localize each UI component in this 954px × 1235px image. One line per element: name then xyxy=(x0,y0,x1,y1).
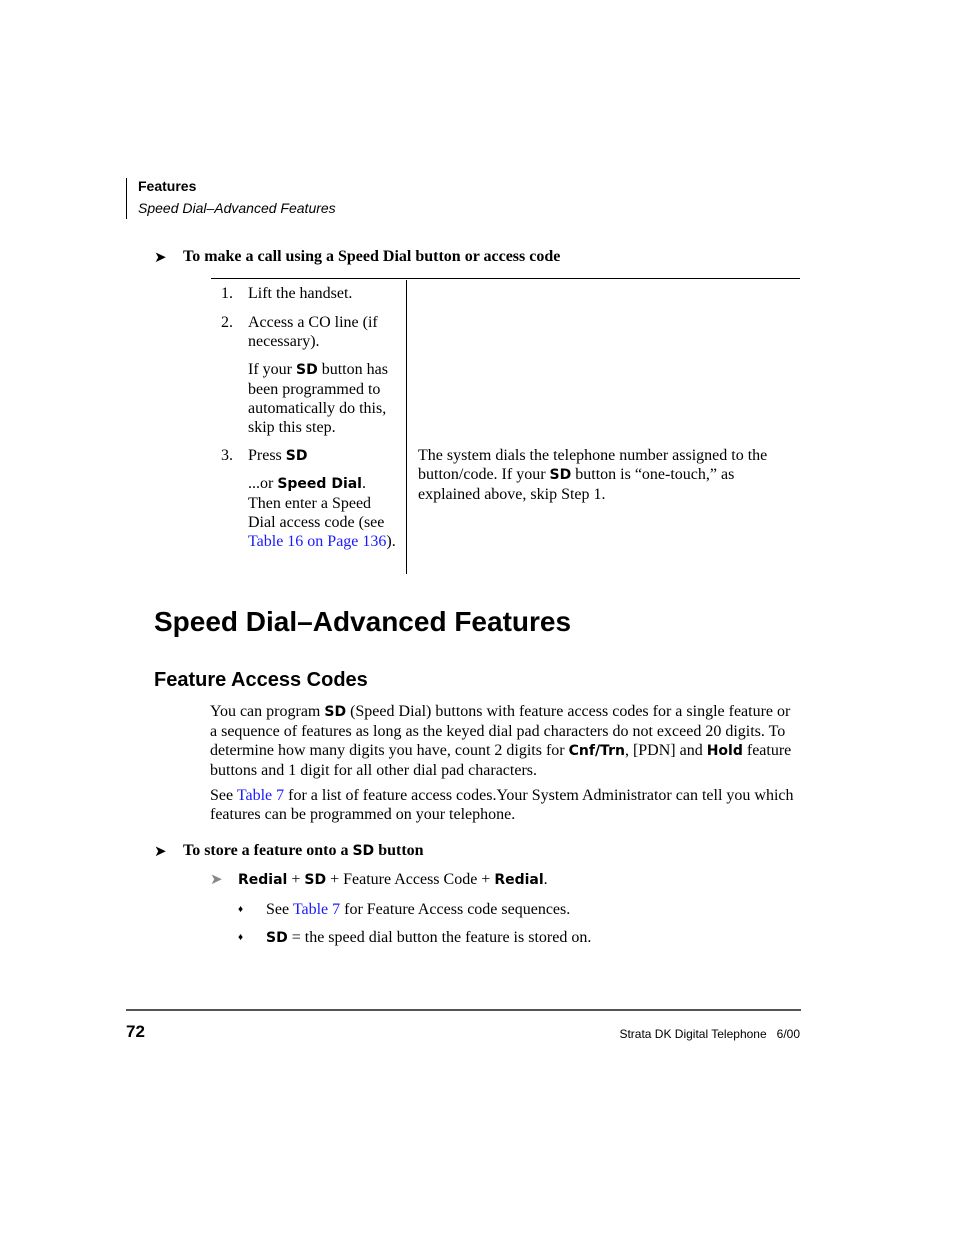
step-result: The system dials the telephone number assigned to the button/code. If your SD button is “one-touch,” as explained above, skip Step 1. xyxy=(418,447,768,503)
bullet-item: See Table 7 for Feature Access code sequences. xyxy=(266,901,571,918)
footer-rule xyxy=(126,1009,801,1011)
bullet-diamond-icon: ♦ xyxy=(238,904,244,915)
step-text: Press SD xyxy=(248,447,308,464)
procedure-arrow-icon: ➤ xyxy=(154,844,167,860)
table-top-rule xyxy=(211,278,800,279)
step-note: If your SD button has been programmed to automatically do this, skip this step. xyxy=(248,361,388,436)
sd-key-label: SD xyxy=(324,704,347,720)
procedure-title: To make a call using a Speed Dial button or access code xyxy=(183,248,561,265)
step-alternative: ...or Speed Dial. Then enter a Speed Dial access code (see Table 16 on Page 136). xyxy=(248,475,396,550)
bullet-item: SD = the speed dial button the feature is stored on. xyxy=(266,929,592,946)
table-7-link[interactable]: Table 7 xyxy=(236,787,285,804)
sd-key-label: SD xyxy=(295,362,318,378)
redial-key-label: Redial xyxy=(494,872,544,888)
sd-key-label: SD xyxy=(266,930,288,946)
see-table-paragraph: See Table 7 for a list of feature access codes.Your System Administrator can tell you which features can be programmed on your telephone. xyxy=(210,787,794,823)
table-16-link[interactable]: Table 16 on Page 136 xyxy=(248,533,387,550)
page-number: 72 xyxy=(126,1022,145,1041)
step-number: 3. xyxy=(221,447,233,464)
sd-key-label: SD xyxy=(352,843,375,859)
feature-codes-paragraph: You can program SD (Speed Dial) buttons with feature access codes for a single feature or a sequence of features as long as the keyed dial pad characters do not exceed 20 digits. To determine how many digits you have, count 2 digits for Cnf/Trn, [PDN] and Hold feature buttons and 1 digit for all other dial pad characters. xyxy=(210,703,792,779)
step-text: Lift the handset. xyxy=(248,285,353,302)
subsection-title: Feature Access Codes xyxy=(154,669,368,691)
key-sequence: Redial + SD + Feature Access Code + Redial. xyxy=(238,871,548,888)
step-text: Access a CO line (if necessary). xyxy=(248,314,378,350)
step-number: 1. xyxy=(221,285,233,302)
header-subsection: Speed Dial–Advanced Features xyxy=(138,200,336,216)
sd-key-label: SD xyxy=(549,467,572,483)
procedure-title: To store a feature onto a SD button xyxy=(183,842,424,859)
section-title: Speed Dial–Advanced Features xyxy=(154,606,572,637)
header-bar xyxy=(126,178,127,219)
hold-key-label: Hold xyxy=(706,743,743,759)
footer-title: Strata DK Digital Telephone 6/00 xyxy=(619,1027,800,1041)
redial-key-label: Redial xyxy=(238,872,288,888)
header-section: Features xyxy=(138,178,197,194)
sd-key-label: SD xyxy=(285,448,308,464)
procedure-arrow-icon: ➤ xyxy=(154,250,167,266)
step-number: 2. xyxy=(221,314,233,331)
table-7-link[interactable]: Table 7 xyxy=(292,901,341,918)
cnf-trn-key-label: Cnf/Trn xyxy=(568,743,625,759)
step-arrow-icon: ➤ xyxy=(210,872,223,888)
sd-key-label: SD xyxy=(304,872,327,888)
bullet-diamond-icon: ♦ xyxy=(238,932,244,943)
speed-dial-key-label: Speed Dial xyxy=(277,476,362,492)
table-column-divider xyxy=(406,280,407,574)
